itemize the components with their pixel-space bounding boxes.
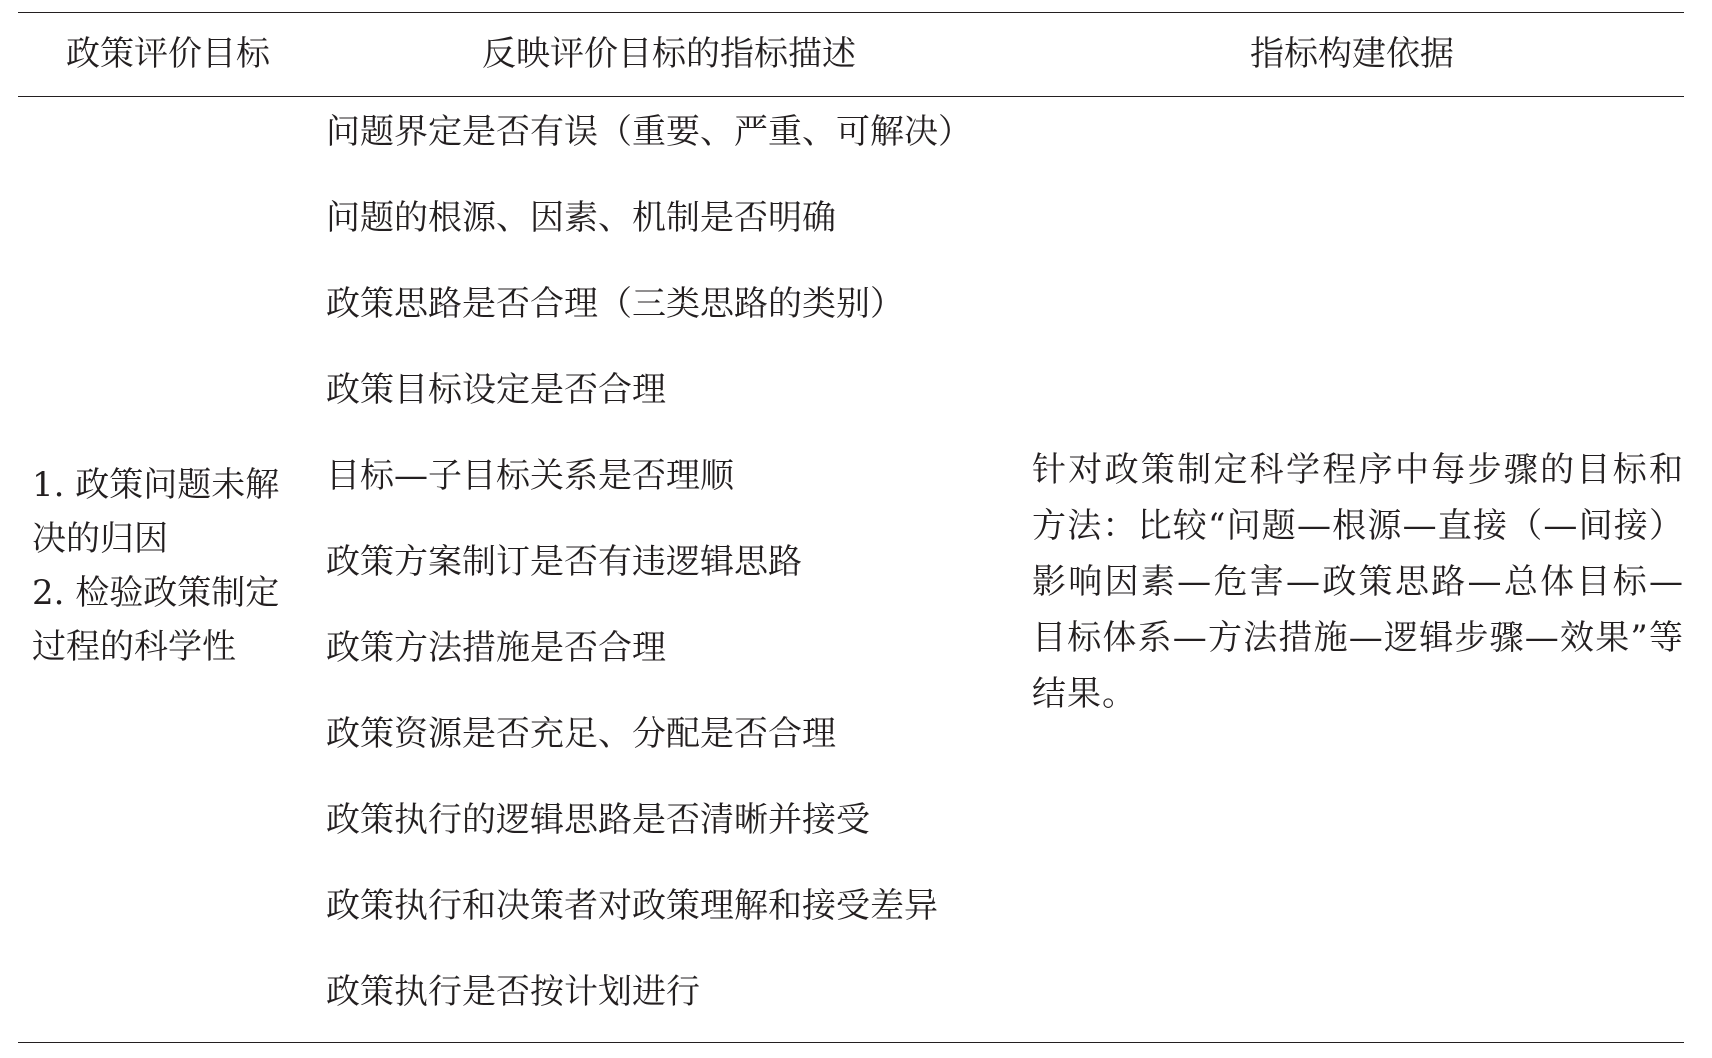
indicator-list <box>326 112 1026 1058</box>
table-header-rule <box>18 96 1684 97</box>
table-top-rule <box>18 12 1684 13</box>
header-evaluation-goal: 政策评价目标 <box>66 34 270 74</box>
policy-evaluation-table <box>18 12 1684 1042</box>
indicator-item: 政策执行的逻辑思路是否清晰并接受 <box>326 800 870 840</box>
indicator-item: 政策执行是否按计划进行 <box>326 972 700 1012</box>
indicator-item: 政策目标设定是否合理 <box>326 370 666 410</box>
goal-line: 1. 政策问题未解 <box>32 465 280 505</box>
indicator-item: 政策思路是否合理（三类思路的类别） <box>326 284 904 324</box>
header-indicator-description: 反映评价目标的指标描述 <box>482 34 856 74</box>
goal-line: 2. 检验政策制定 <box>32 573 280 613</box>
indicator-item: 政策执行和决策者对政策理解和接受差异 <box>326 886 938 926</box>
indicator-item: 政策方法措施是否合理 <box>326 628 666 668</box>
header-indicator-basis: 指标构建依据 <box>1250 34 1454 74</box>
indicator-item: 政策资源是否充足、分配是否合理 <box>326 714 836 754</box>
indicator-item: 问题的根源、因素、机制是否明确 <box>326 198 836 238</box>
indicator-item: 问题界定是否有误（重要、严重、可解决） <box>326 112 972 152</box>
indicator-basis-cell: 针对政策制定科学程序中每步骤的目标和方法：比较“问题—根源—直接（—间接）影响因素—危害—政策思路—总体目标—目标体系—方法措施—逻辑步骤—效果”等结果。 <box>1032 450 1684 714</box>
indicator-item: 目标—子目标关系是否理顺 <box>326 456 734 496</box>
table-bottom-rule <box>18 1042 1684 1043</box>
indicator-item: 政策方案制订是否有违逻辑思路 <box>326 542 802 582</box>
evaluation-goal-cell <box>32 458 322 674</box>
goal-line: 过程的科学性 <box>32 627 236 667</box>
goal-line: 决的归因 <box>32 519 168 559</box>
